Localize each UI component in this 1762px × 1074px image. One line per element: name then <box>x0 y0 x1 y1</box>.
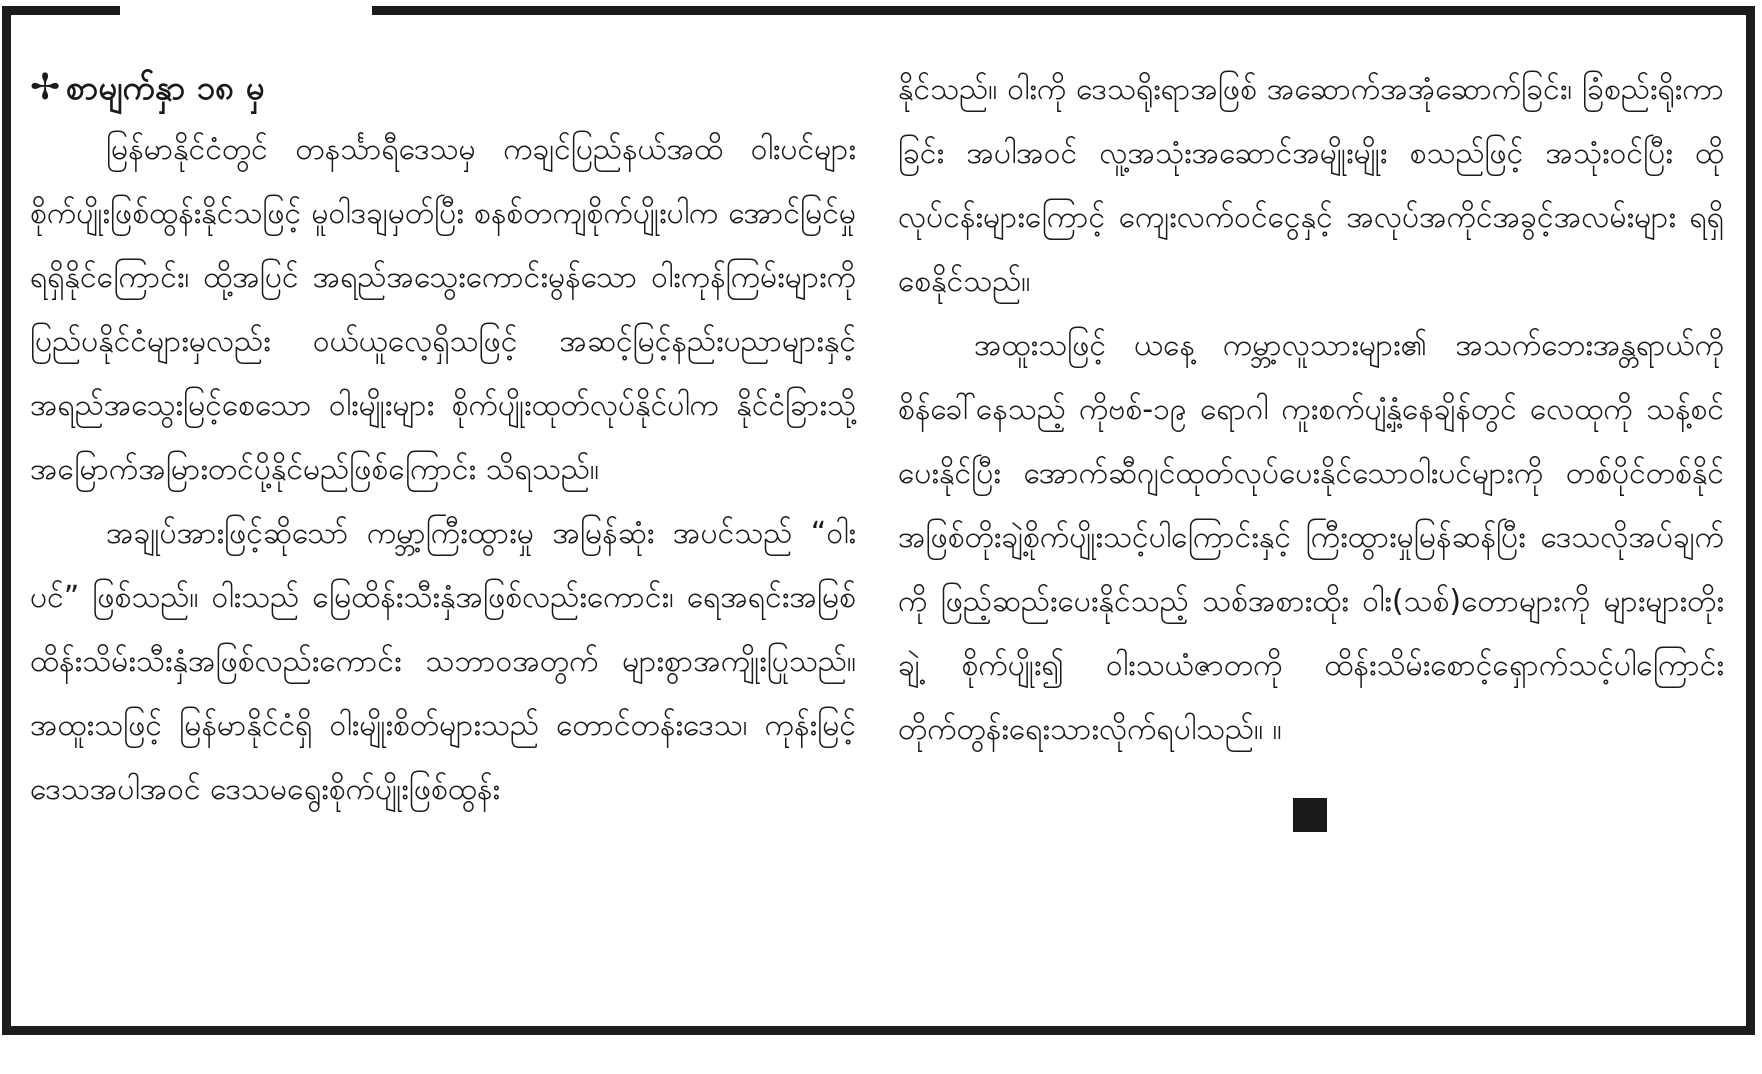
left-column <box>30 58 856 1008</box>
frame-top-rule-left <box>2 6 120 15</box>
continued-from-text: စာမျက်နှာ ၁၈ မှ <box>66 68 265 107</box>
frame-top-rule-right <box>372 6 1755 15</box>
paragraph: အချုပ်အားဖြင့်ဆိုသော် ကမ္ဘာ့ကြီးထွားမှု အမြန်ဆုံး အပင်သည် “ဝါးပင်” ဖြစ်သည်။ ဝါးသည် မြေထိန်းသီးနှံအဖြစ်လည်းကောင်း၊ ရေအရင်းအမြစ် ထိန်းသိမ်းသီးနှံအဖြစ်လည်းကောင်း သဘာဝအတွက် များစွာအကျိုးပြုသည်။ အထူးသဖြင့် မြန်မာနိုင်ငံရှိ ဝါးမျိုးစိတ်များသည် တောင်တန်းဒေသ၊ ကုန်းမြင့်ဒေသအပါအဝင် ဒေသမရွေးစိုက်ပျိုးဖြစ်ထွန်း <box>30 516 856 807</box>
cross-marker-icon: ✢ <box>30 67 61 108</box>
end-of-article-square-icon <box>1293 798 1327 832</box>
paragraph: နိုင်သည်။ ဝါးကို ဒေသရိုးရာအဖြစ် အဆောက်အအုံဆောက်ခြင်း၊ ခြံစည်းရိုးကာခြင်း အပါအဝင် လူ့အသုံးအဆောင်အမျိုးမျိုး စသည်ဖြင့် အသုံးဝင်ပြီး ထိုလုပ်ငန်းများကြောင့် ကျေးလက်ဝင်ငွေနှင့် အလုပ်အကိုင်အခွင့်အလမ်းများ ရရှိစေနိုင်သည်။ <box>898 72 1724 299</box>
paragraph: အထူးသဖြင့် ယနေ့ ကမ္ဘာ့လူသားများ၏ အသက်ဘေးအန္တရာယ်ကို စိန်ခေါ်နေသည့် ကိုဗစ်-၁၉ ရောဂါ ကူးစက်ပျံ့နှံ့နေချိန်တွင် လေထုကို သန့်စင်ပေးနိုင်ပြီး အောက်ဆီဂျင်ထုတ်လုပ်ပေးနိုင်သောဝါးပင်များကို တစ်ပိုင်တစ်နိုင်အဖြစ်တိုးချဲ့စိုက်ပျိုးသင့်ပါကြောင်းနှင့် ကြီးထွားမှုမြန်ဆန်ပြီး ဒေသလိုအပ်ချက်ကို ဖြည့်ဆည်းပေးနိုင်သည့် သစ်အစားထိုး ဝါး(သစ်)တောများကို များများတိုးချဲ့ စိုက်ပျိုး၍ ဝါးသယံဇာတကို ထိန်းသိမ်းစောင့်ရှောက်သင့်ပါကြောင်း တိုက်တွန်းရေးသားလိုက်ရပါသည်။ ။ <box>898 328 1724 747</box>
paragraph: မြန်မာနိုင်ငံတွင် တနင်္သာရီဒေသမှ ကချင်ပြည်နယ်အထိ ဝါးပင်များ စိုက်ပျိုးဖြစ်ထွန်းနိုင်သဖြင့် မူဝါဒချမှတ်ပြီး စနစ်တကျစိုက်ပျိုးပါက အောင်မြင်မှုရရှိနိုင်ကြောင်း၊ ထို့အပြင် အရည်အသွေးကောင်းမွန်သော ဝါးကုန်ကြမ်းများကို ပြည်ပနိုင်ငံများမှလည်း ဝယ်ယူလေ့ရှိသဖြင့် အဆင့်မြင့်နည်းပညာများနှင့် အရည်အသွေးမြင့်စေသော ဝါးမျိုးများ စိုက်ပျိုးထုတ်လုပ်နိုင်ပါက နိုင်ငံခြားသို့ အမြောက်အမြားတင်ပို့နိုင်မည်ဖြစ်ကြောင်း သိရသည်။ <box>30 132 856 487</box>
continued-from <box>30 58 856 118</box>
right-column <box>898 58 1724 1008</box>
article-body <box>30 58 1730 1008</box>
